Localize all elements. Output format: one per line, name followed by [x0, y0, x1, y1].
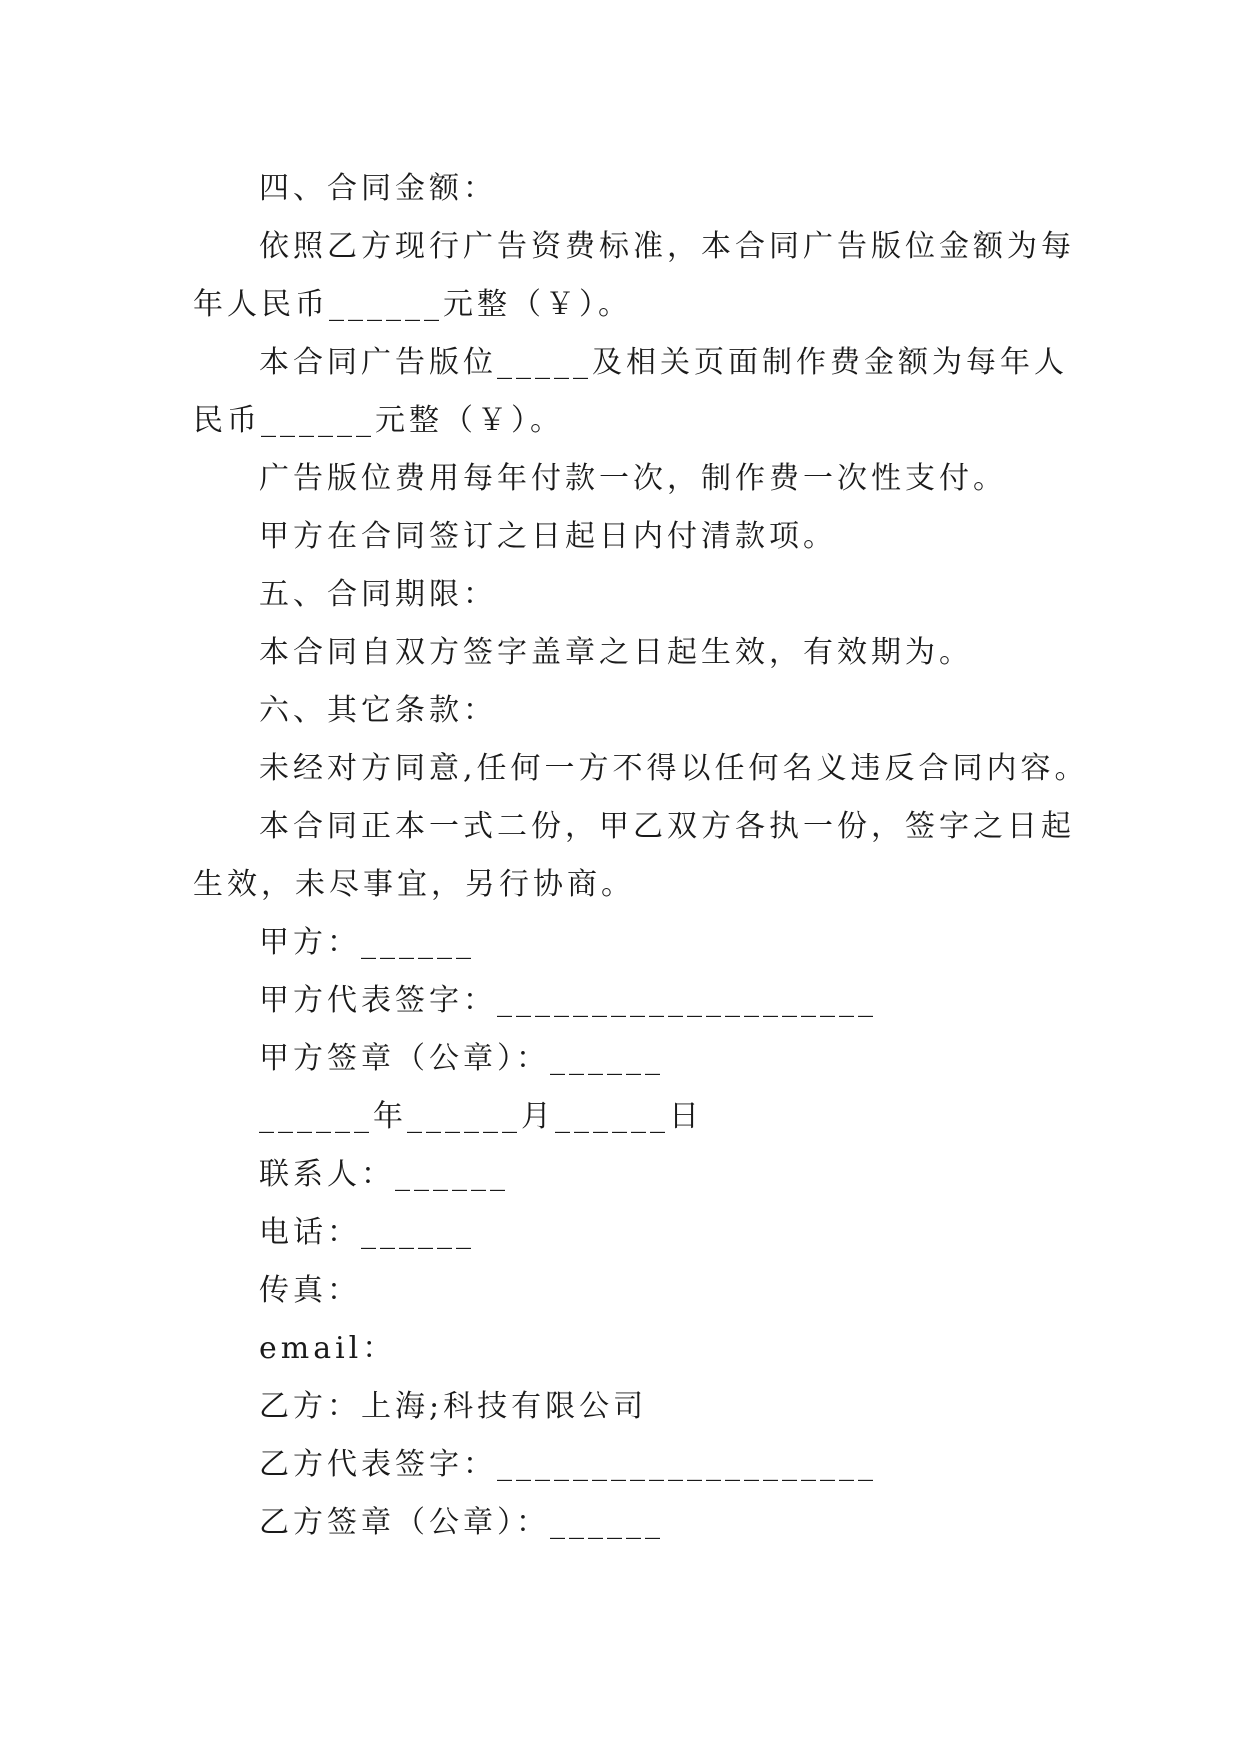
paragraph-line: 依照乙方现行广告资费标准，本合同广告版位金额为每 — [259, 229, 1075, 264]
date-field: ______年______月______日 — [259, 1099, 703, 1134]
paragraph-line: 未经对方同意,任何一方不得以任何名义违反合同内容。 — [259, 751, 1089, 786]
paragraph-line: 年人民币______元整（￥）。 — [193, 287, 632, 322]
party-b-field: 乙方：上海;科技有限公司 — [259, 1389, 648, 1424]
party-b-seal-field: 乙方签章（公章）：______ — [259, 1505, 664, 1540]
party-a-seal-field: 甲方签章（公章）：______ — [259, 1041, 664, 1076]
section-heading-amount: 四、合同金额： — [259, 171, 497, 206]
section-heading-other-terms: 六、其它条款： — [259, 693, 497, 728]
paragraph-line: 本合同广告版位_____及相关页面制作费金额为每年人 — [259, 345, 1068, 380]
contact-field: 联系人：______ — [259, 1157, 509, 1192]
party-a-signature-field: 甲方代表签字：____________________ — [259, 983, 877, 1018]
paragraph-line: 本合同自双方签字盖章之日起生效，有效期为。 — [259, 635, 973, 670]
paragraph-line: 民币______元整（￥）。 — [193, 403, 564, 438]
paragraph-line: 本合同正本一式二份，甲乙双方各执一份，签字之日起 — [259, 809, 1075, 844]
section-heading-term: 五、合同期限： — [259, 577, 497, 612]
document-body — [193, 160, 1089, 1552]
email-field: email： — [259, 1331, 397, 1366]
paragraph-line: 生效，未尽事宜，另行协商。 — [193, 867, 635, 902]
party-b-signature-field: 乙方代表签字：____________________ — [259, 1447, 877, 1482]
fax-field: 传真： — [259, 1273, 361, 1308]
phone-field: 电话：______ — [259, 1215, 475, 1250]
paragraph-line: 广告版位费用每年付款一次，制作费一次性支付。 — [259, 461, 1007, 496]
party-a-field: 甲方：______ — [259, 925, 475, 960]
paragraph-line: 甲方在合同签订之日起日内付清款项。 — [259, 519, 837, 554]
